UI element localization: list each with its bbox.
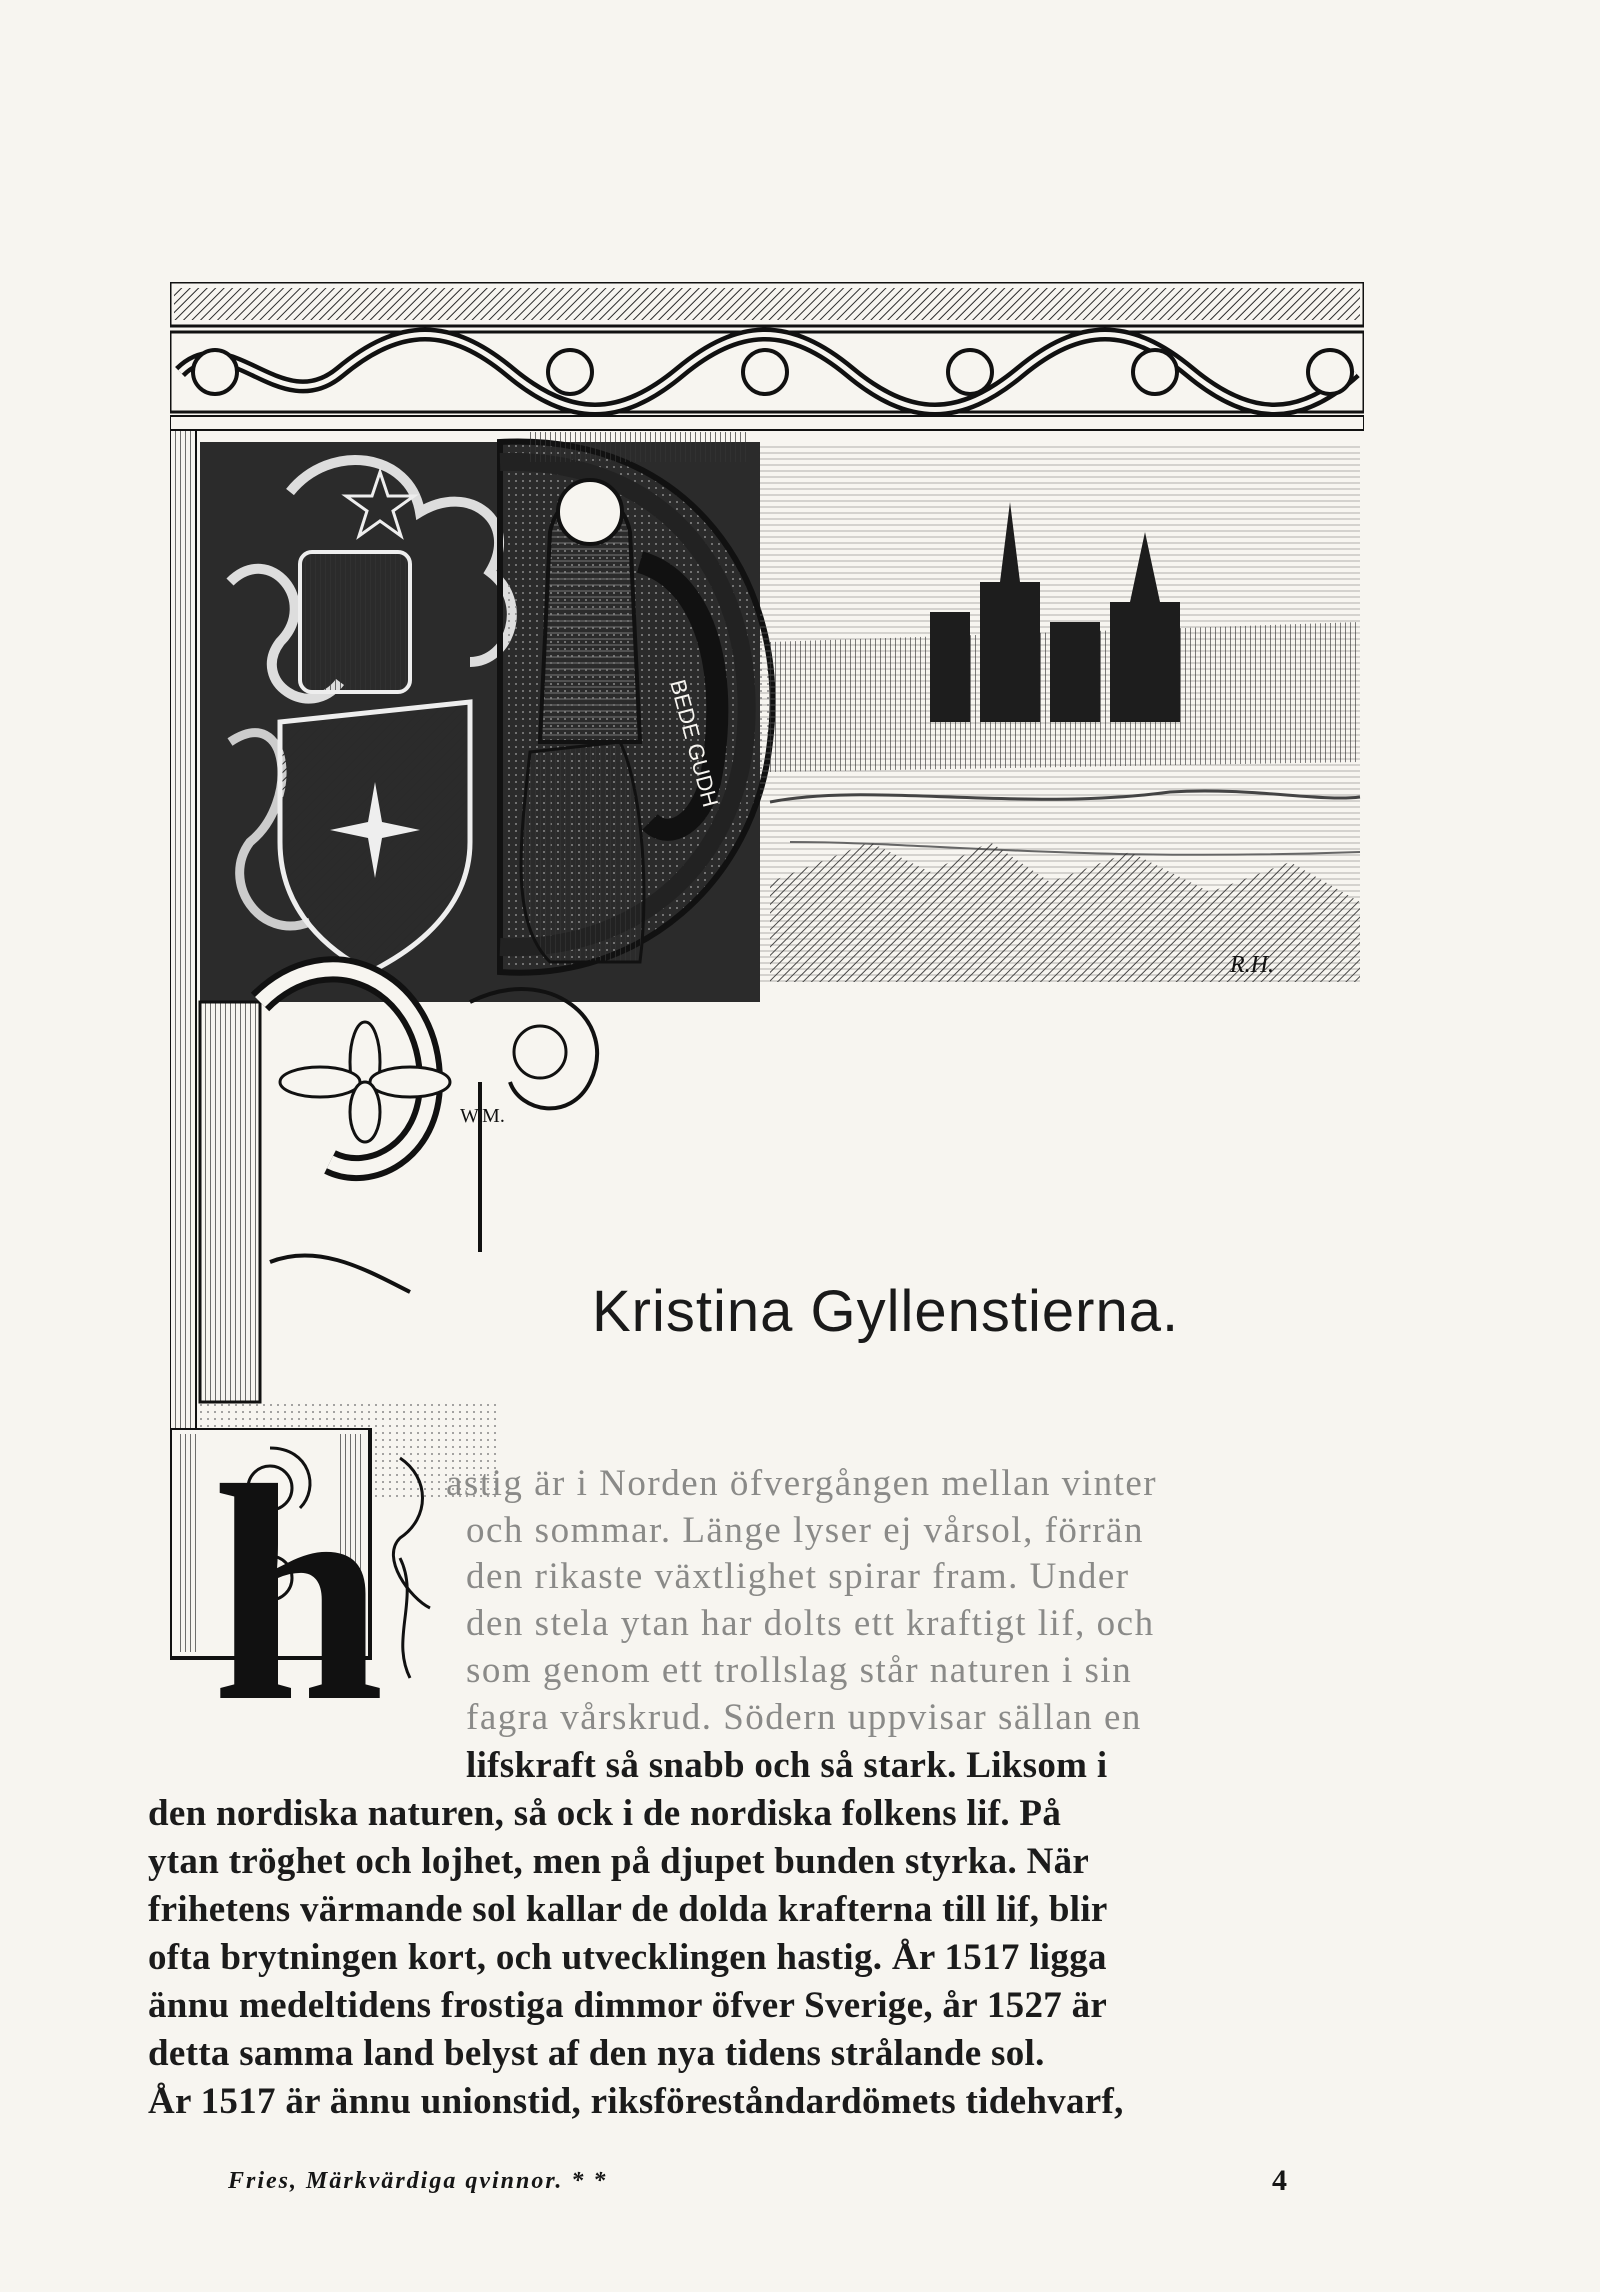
page-number: 4 <box>1272 2164 1287 2197</box>
lower-ornament <box>200 969 597 1502</box>
body-line-3: den rikaste växtlighet spirar fram. Under <box>466 1556 1130 1597</box>
body-line-1: astig är i Norden öfvergången mellan vinter <box>446 1463 1158 1504</box>
body-line-13: detta samma land belyst af den nya tidens strålande sol. <box>148 2033 1045 2074</box>
drop-cap <box>170 1428 460 1818</box>
body-line-11: ofta brytningen kort, och utvecklingen hastig. År 1517 ligga <box>148 1937 1107 1978</box>
body-line-5: som genom ett trollslag står naturen i sin <box>466 1650 1133 1691</box>
body-line-9: ytan tröghet och lojhet, men på djupet bunden styrka. När <box>148 1841 1090 1882</box>
artist-mark-right: R.H. <box>1230 952 1274 978</box>
artist-mark-left: W.M. <box>460 1105 505 1127</box>
banner-lettering: BEDE GUDH <box>665 676 724 810</box>
body-line-2: och sommar. Länge lyser ej vårsol, förrän <box>466 1510 1144 1551</box>
body-line-10: frihetens värmande sol kallar de dolda krafterna till lif, blir <box>148 1889 1108 1930</box>
body-line-8: den nordiska naturen, så ock i de nordiska folkens lif. På <box>148 1793 1062 1834</box>
drop-cap-svg <box>170 1428 460 1818</box>
body-line-14: År 1517 är ännu unionstid, riksföreståndardömets tidehvarf, <box>148 2081 1124 2122</box>
chapter-title: Kristina Gyllenstierna. <box>592 1279 1180 1344</box>
body-line-4: den stela ytan har dolts ett kraftigt lif, och <box>466 1603 1155 1644</box>
body-line-12: ännu medeltidens frostiga dimmor öfver Sverige, år 1527 är <box>148 1985 1108 2026</box>
drop-cap-letter: h <box>212 1428 385 1766</box>
castle-landscape <box>760 442 1360 982</box>
body-line-7: lifskraft så snabb och så stark. Liksom i <box>466 1745 1108 1786</box>
footer-signature: Fries, Märkvärdiga qvinnor. * * <box>228 2168 608 2194</box>
top-border-band <box>170 282 1364 430</box>
body-line-6: fagra vårskrud. Södern uppvisar sällan en <box>466 1697 1142 1738</box>
